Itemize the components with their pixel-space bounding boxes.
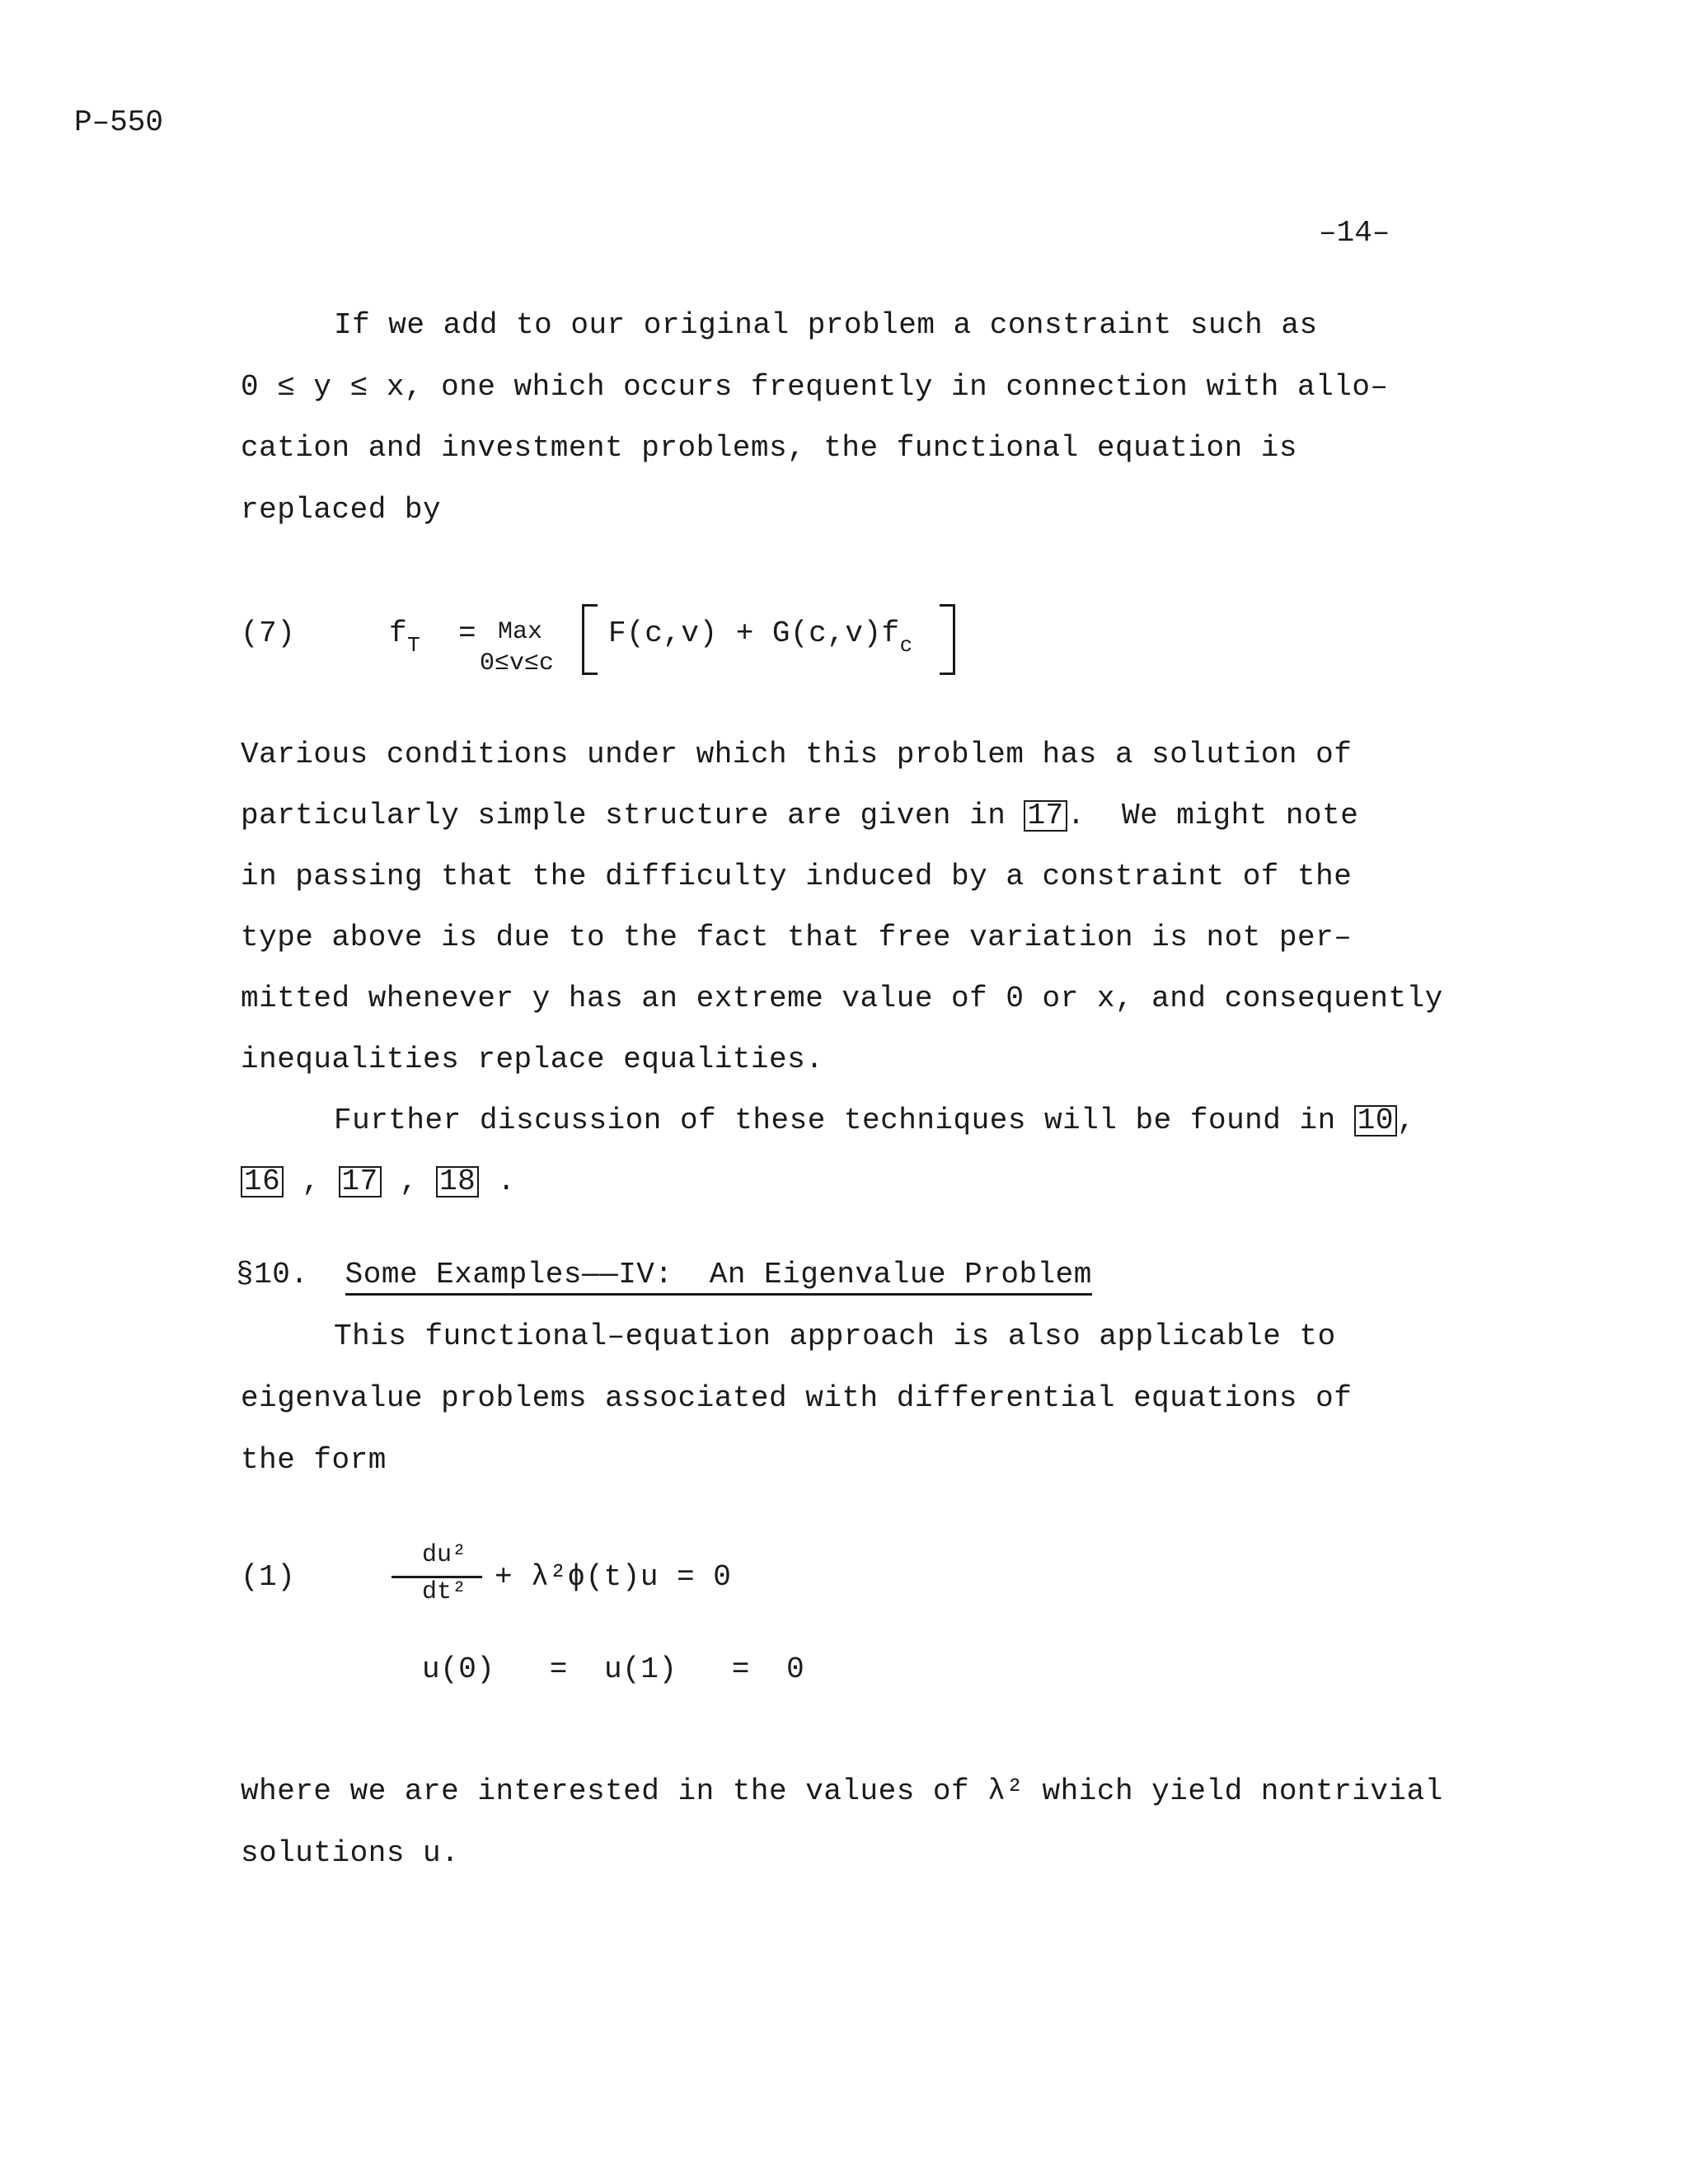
para4-line: eigenvalue problems associated with differential equations of <box>241 1381 1353 1415</box>
eq-rest: + λ²ϕ(t)u = 0 <box>495 1560 732 1594</box>
equation-label: (1) <box>241 1560 296 1594</box>
page-number: –14– <box>1319 216 1390 250</box>
para2-line: particularly simple structure are given in 17 . We might note <box>241 799 1359 832</box>
eq-numerator: du² <box>422 1541 467 1569</box>
max-operator: Max <box>498 618 543 646</box>
para3-line: Further discussion of these techniques will be found in 10 , <box>334 1104 1416 1137</box>
para2-line: inequalities replace equalities. <box>241 1043 824 1076</box>
section-heading <box>236 1258 1092 1291</box>
eq-equals: = <box>458 616 477 650</box>
left-bracket <box>582 604 598 675</box>
eq-denominator: dt² <box>422 1578 467 1606</box>
boundary-conditions: u(0) = u(1) = 0 <box>422 1652 805 1686</box>
citation-ref: 18 <box>436 1166 479 1197</box>
citation-ref: 16 <box>241 1166 284 1197</box>
para4-line: This functional–equation approach is also applicable to <box>334 1319 1336 1353</box>
para4-line: the form <box>241 1443 387 1477</box>
para2-line: in passing that the difficulty induced by a constraint of the <box>241 860 1353 893</box>
para1-line: 0 ≤ y ≤ x, one which occurs frequently in connection with allo– <box>241 370 1389 404</box>
para5-line: solutions u. <box>241 1836 460 1870</box>
right-bracket <box>940 604 955 675</box>
equation-label: (7) <box>241 616 296 650</box>
para3-line: 16 , 17 , 18 . <box>241 1165 516 1198</box>
para2-line: Various conditions under which this problem has a solution of <box>241 738 1353 771</box>
para1-line: If we add to our original problem a constraint such as <box>334 308 1318 342</box>
citation-ref: 17 <box>339 1166 382 1197</box>
citation-ref: 10 <box>1354 1105 1397 1137</box>
max-range: 0≤v≤c <box>480 649 555 677</box>
para2-line: mitted whenever y has an extreme value of 0 or x, and consequently <box>241 982 1443 1015</box>
eq-body: $F(c,v) + G(c,v)f_c$ <box>608 616 913 658</box>
eq-lhs: $f_T$ <box>389 616 421 658</box>
para1-line: cation and investment problems, the functional equation is <box>241 431 1298 465</box>
document-id: P–550 <box>74 105 164 139</box>
para2-line: type above is due to the fact that free variation is not per– <box>241 921 1353 954</box>
citation-ref: 17 <box>1024 800 1067 832</box>
para5-line: where we are interested in the values of λ² which yield nontrivial <box>241 1774 1443 1808</box>
section-title: Some Examples——IV: An Eigenvalue Problem <box>345 1258 1092 1296</box>
section-number: §10. <box>236 1258 309 1291</box>
para1-line: replaced by <box>241 493 442 527</box>
